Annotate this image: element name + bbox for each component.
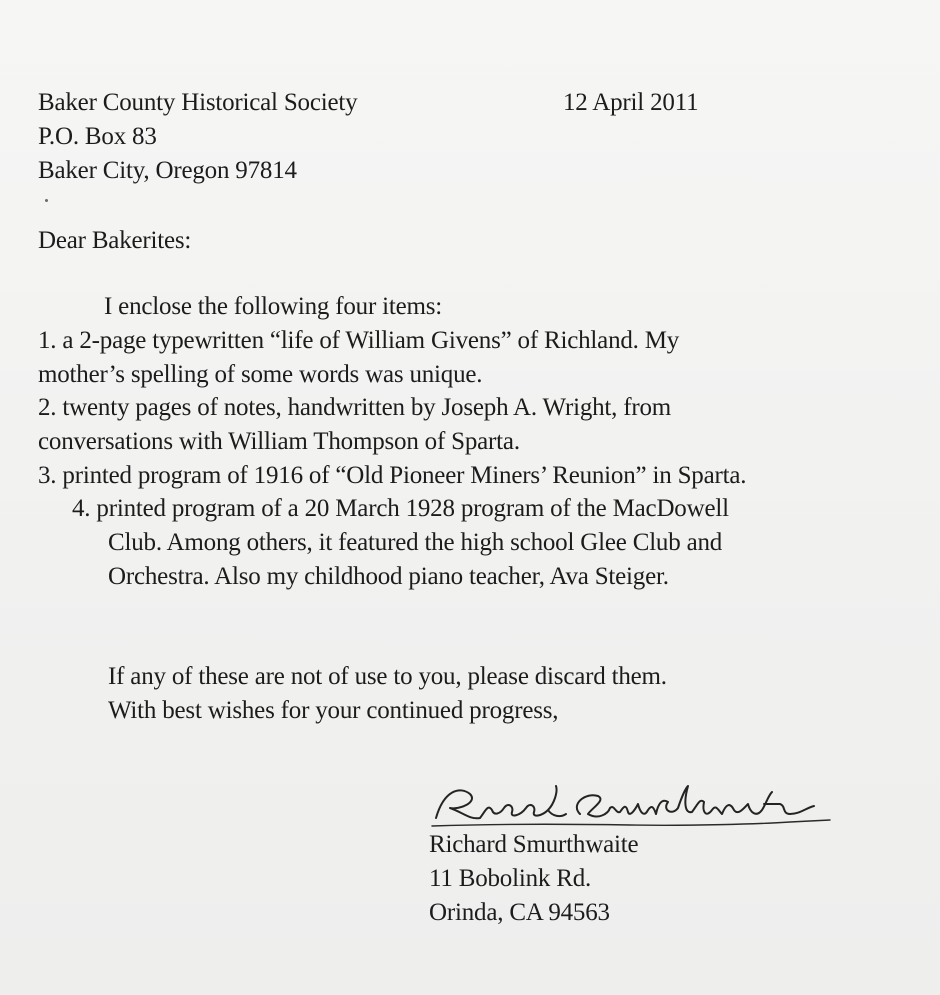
- item-2-line-1: 2. twenty pages of notes, handwritten by Joseph A. Wright, from: [38, 394, 672, 421]
- paper-speck: [45, 199, 48, 202]
- closing-line-1: If any of these are not of use to you, please discard them.: [108, 663, 667, 690]
- item-1-line-1: 1. a 2-page typewritten “life of William Givens” of Richland. My: [38, 327, 680, 354]
- intro-line: I enclose the following four items:: [104, 293, 443, 320]
- signer-name: Richard Smurthwaite: [429, 831, 639, 858]
- signer-city-state-zip: Orinda, CA 94563: [429, 899, 610, 926]
- item-4-line-3: Orchestra. Also my childhood piano teacher, Ava Steiger.: [108, 563, 669, 590]
- handwritten-signature: [430, 774, 870, 834]
- item-2-line-2: conversations with William Thompson of Sparta.: [38, 428, 520, 455]
- item-4-line-2: Club. Among others, it featured the high school Glee Club and: [108, 529, 723, 556]
- signer-street: 11 Bobolink Rd.: [429, 865, 592, 892]
- sender-po-box: P.O. Box 83: [38, 123, 157, 150]
- item-3-line-1: 3. printed program of 1916 of “Old Pioneer Miners’ Reunion” in Sparta.: [38, 462, 747, 489]
- salutation: Dear Bakerites:: [38, 227, 192, 254]
- letter-date: 12 April 2011: [563, 89, 699, 116]
- closing-line-2: With best wishes for your continued progress,: [108, 697, 559, 724]
- sender-city-state-zip: Baker City, Oregon 97814: [38, 157, 297, 184]
- sender-organization: Baker County Historical Society: [38, 89, 358, 116]
- item-1-line-2: mother’s spelling of some words was unique.: [38, 361, 483, 388]
- signature-drawing: [430, 774, 870, 834]
- item-4-line-1: 4. printed program of a 20 March 1928 program of the MacDowell: [72, 495, 729, 522]
